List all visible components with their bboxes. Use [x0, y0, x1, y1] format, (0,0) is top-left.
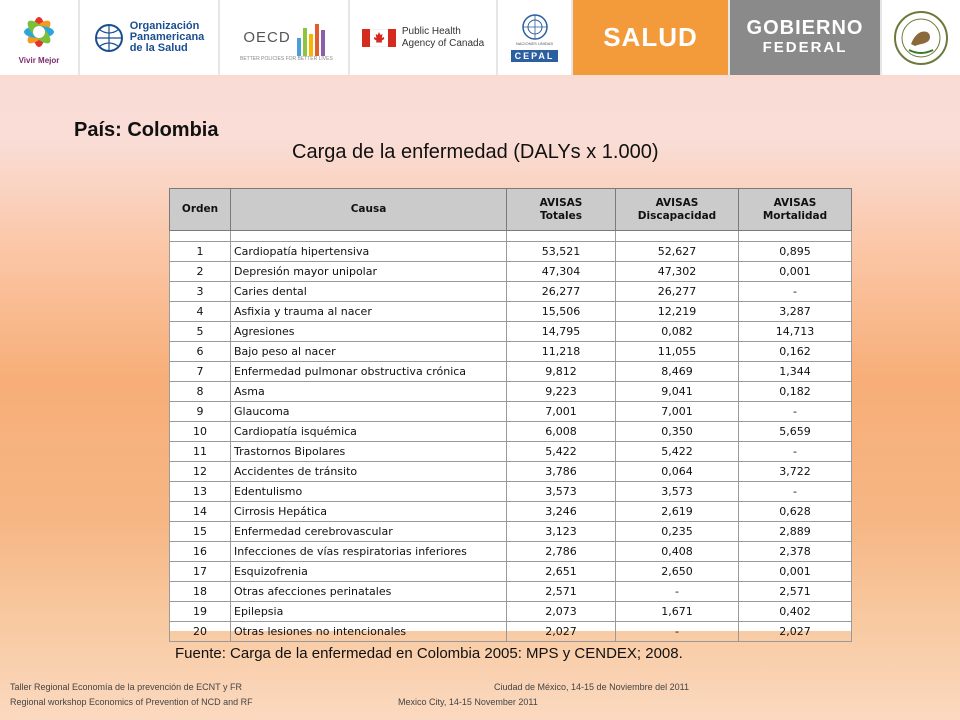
table-row	[170, 522, 852, 542]
cell-totales: 26,277	[507, 282, 616, 302]
cell-orden: 2	[170, 262, 231, 282]
table-row	[170, 382, 852, 402]
cell-mortalidad: 0,001	[739, 562, 852, 582]
table-row	[170, 322, 852, 342]
cell-totales: 53,521	[507, 242, 616, 262]
cell-orden: 10	[170, 422, 231, 442]
logo-bar	[0, 0, 960, 75]
cell-discapacidad: 0,408	[616, 542, 739, 562]
cell-causa: Depresión mayor unipolar	[231, 262, 507, 282]
cell-orden: 8	[170, 382, 231, 402]
cell-mortalidad: 3,722	[739, 462, 852, 482]
cell-totales: 3,786	[507, 462, 616, 482]
header-discapacidad	[616, 189, 739, 231]
header-totales	[507, 189, 616, 231]
cell-mortalidad: 2,889	[739, 522, 852, 542]
phac-name	[402, 26, 484, 50]
cell-totales: 47,304	[507, 262, 616, 282]
cell-causa: Esquizofrenia	[231, 562, 507, 582]
cell-totales: 3,573	[507, 482, 616, 502]
cell-orden: 7	[170, 362, 231, 382]
cell-discapacidad: 9,041	[616, 382, 739, 402]
cell-discapacidad: 2,650	[616, 562, 739, 582]
cepal-label: CEPAL	[511, 50, 559, 62]
disease-burden-table	[169, 188, 851, 638]
cell-discapacidad: -	[616, 622, 739, 642]
cell-causa: Asfixia y trauma al nacer	[231, 302, 507, 322]
cell-orden: 1	[170, 242, 231, 262]
cell-orden: 15	[170, 522, 231, 542]
cell-totales: 2,571	[507, 582, 616, 602]
cell-discapacidad: 3,573	[616, 482, 739, 502]
oecd-label: OECD	[243, 29, 291, 46]
cell-orden: 9	[170, 402, 231, 422]
cell-discapacidad: 0,350	[616, 422, 739, 442]
cell-mortalidad: 14,713	[739, 322, 852, 342]
cepal-logo	[498, 0, 573, 75]
phac-logo	[350, 0, 498, 75]
flower-icon	[17, 10, 61, 54]
cell-orden: 5	[170, 322, 231, 342]
cell-orden: 16	[170, 542, 231, 562]
cell-discapacidad: 2,619	[616, 502, 739, 522]
cell-orden: 6	[170, 342, 231, 362]
cell-totales: 3,246	[507, 502, 616, 522]
cell-totales: 14,795	[507, 322, 616, 342]
cell-mortalidad: 0,162	[739, 342, 852, 362]
oecd-bars-icon	[295, 20, 325, 56]
ops-line-1: Organización	[129, 20, 200, 32]
header-mortalidad-line-1: AVISAS	[773, 196, 817, 209]
vivir-mejor-logo	[0, 0, 80, 75]
cell-orden: 20	[170, 622, 231, 642]
table-row	[170, 562, 852, 582]
table-row	[170, 622, 852, 642]
cell-discapacidad: 5,422	[616, 442, 739, 462]
cell-causa: Cirrosis Hepática	[231, 502, 507, 522]
cell-causa: Agresiones	[231, 322, 507, 342]
salud-label: SALUD	[603, 22, 698, 52]
ops-logo	[80, 0, 220, 75]
cell-causa: Enfermedad cerebrovascular	[231, 522, 507, 542]
cell-discapacidad: 47,302	[616, 262, 739, 282]
cell-totales: 2,651	[507, 562, 616, 582]
oecd-tagline: BETTER POLICIES FOR BETTER LIVES	[240, 56, 333, 62]
table-header-row	[170, 189, 852, 231]
cell-totales: 3,123	[507, 522, 616, 542]
cell-causa: Trastornos Bipolares	[231, 442, 507, 462]
table-row	[170, 242, 852, 262]
cell-totales: 6,008	[507, 422, 616, 442]
gobierno-federal-label	[747, 18, 864, 58]
cell-orden: 19	[170, 602, 231, 622]
header-totales-line-1: AVISAS	[539, 196, 583, 209]
cell-orden: 4	[170, 302, 231, 322]
cell-mortalidad: 1,344	[739, 362, 852, 382]
cell-totales: 2,027	[507, 622, 616, 642]
header-discapacidad-line-1: AVISAS	[655, 196, 699, 209]
cell-causa: Enfermedad pulmonar obstructiva crónica	[231, 362, 507, 382]
cell-discapacidad: 7,001	[616, 402, 739, 422]
table-row	[170, 582, 852, 602]
cell-discapacidad: 0,082	[616, 322, 739, 342]
cell-mortalidad: 3,287	[739, 302, 852, 322]
cell-mortalidad: -	[739, 282, 852, 302]
cell-mortalidad: -	[739, 442, 852, 462]
vivir-mejor-label: Vivir Mejor	[18, 56, 60, 65]
ops-line-2: Panamericana	[129, 31, 205, 43]
table-spacer-row	[170, 231, 852, 242]
cell-discapacidad: 12,219	[616, 302, 739, 322]
cell-causa: Cardiopatía hipertensiva	[231, 242, 507, 262]
cell-mortalidad: 0,402	[739, 602, 852, 622]
header-causa: Causa	[231, 189, 507, 231]
cell-mortalidad: 2,571	[739, 582, 852, 602]
globe-icon	[94, 23, 124, 53]
cell-totales: 2,073	[507, 602, 616, 622]
table-row	[170, 282, 852, 302]
cell-totales: 15,506	[507, 302, 616, 322]
table-row	[170, 262, 852, 282]
cell-mortalidad: 0,001	[739, 262, 852, 282]
table-row	[170, 482, 852, 502]
cell-causa: Epilepsia	[231, 602, 507, 622]
table-row	[170, 422, 852, 442]
cell-discapacidad: 0,064	[616, 462, 739, 482]
cell-totales: 5,422	[507, 442, 616, 462]
cell-mortalidad: 0,182	[739, 382, 852, 402]
un-emblem-icon	[521, 13, 549, 41]
table-row	[170, 602, 852, 622]
cell-discapacidad: 11,055	[616, 342, 739, 362]
header-mortalidad	[739, 189, 852, 231]
header-mortalidad-line-2: Mortalidad	[762, 209, 828, 222]
table-title: Carga de la enfermedad (DALYs x 1.000)	[292, 141, 659, 163]
cell-causa: Otras lesiones no intencionales	[231, 622, 507, 642]
header-totales-line-2: Totales	[539, 209, 583, 222]
cell-mortalidad: 0,895	[739, 242, 852, 262]
footer-date-en: Mexico City, 14-15 November 2011	[398, 697, 538, 707]
oecd-logo	[220, 0, 350, 75]
gobierno-federal-logo	[730, 0, 882, 75]
ops-name	[130, 21, 205, 54]
cell-causa: Edentulismo	[231, 482, 507, 502]
data-table	[169, 188, 852, 642]
salud-logo	[573, 0, 730, 75]
cell-orden: 17	[170, 562, 231, 582]
cepal-un-label: NACIONES UNIDAS	[515, 41, 554, 46]
cell-totales: 7,001	[507, 402, 616, 422]
cell-mortalidad: 5,659	[739, 422, 852, 442]
mexico-seal-logo	[882, 0, 960, 75]
cell-orden: 14	[170, 502, 231, 522]
cell-mortalidad: 0,628	[739, 502, 852, 522]
header-discapacidad-line-2: Discapacidad	[637, 209, 717, 222]
cell-discapacidad: 52,627	[616, 242, 739, 262]
cell-totales: 2,786	[507, 542, 616, 562]
cell-mortalidad: 2,378	[739, 542, 852, 562]
table-row	[170, 542, 852, 562]
table-row	[170, 362, 852, 382]
cell-discapacidad: 8,469	[616, 362, 739, 382]
cell-causa: Asma	[231, 382, 507, 402]
table-row	[170, 502, 852, 522]
phac-line-1: Public Health	[401, 25, 461, 37]
table-row	[170, 402, 852, 422]
ops-line-3: de la Salud	[129, 42, 188, 54]
cell-totales: 9,812	[507, 362, 616, 382]
canada-flag-icon	[362, 29, 396, 47]
cell-mortalidad: -	[739, 482, 852, 502]
cell-discapacidad: -	[616, 582, 739, 602]
gobierno-line-1: GOBIERNO	[746, 16, 864, 39]
cell-mortalidad: -	[739, 402, 852, 422]
cell-causa: Caries dental	[231, 282, 507, 302]
cell-orden: 11	[170, 442, 231, 462]
header-orden: Orden	[170, 189, 231, 231]
cell-causa: Infecciones de vías respiratorias inferiores	[231, 542, 507, 562]
table-row	[170, 342, 852, 362]
cell-causa: Cardiopatía isquémica	[231, 422, 507, 442]
cell-orden: 3	[170, 282, 231, 302]
cell-causa: Otras afecciones perinatales	[231, 582, 507, 602]
footer-workshop-es: Taller Regional Economía de la prevención de ECNT y FR	[10, 682, 242, 692]
source-note: Fuente: Carga de la enfermedad en Colombia 2005: MPS y CENDEX; 2008.	[175, 645, 683, 662]
gobierno-line-2: FEDERAL	[762, 38, 848, 56]
phac-line-2: Agency of Canada	[401, 37, 485, 49]
cell-totales: 11,218	[507, 342, 616, 362]
cell-orden: 12	[170, 462, 231, 482]
cell-causa: Bajo peso al nacer	[231, 342, 507, 362]
footer-date-es: Ciudad de México, 14-15 de Noviembre del 2011	[494, 682, 689, 692]
cell-orden: 18	[170, 582, 231, 602]
country-title: País: Colombia	[74, 119, 219, 141]
table-row	[170, 302, 852, 322]
table-row	[170, 442, 852, 462]
cell-causa: Glaucoma	[231, 402, 507, 422]
cell-discapacidad: 1,671	[616, 602, 739, 622]
cell-discapacidad: 0,235	[616, 522, 739, 542]
cell-totales: 9,223	[507, 382, 616, 402]
cell-causa: Accidentes de tránsito	[231, 462, 507, 482]
cell-discapacidad: 26,277	[616, 282, 739, 302]
table-row	[170, 462, 852, 482]
footer-workshop-en: Regional workshop Economics of Prevention of NCD and RF	[10, 697, 253, 707]
cell-mortalidad: 2,027	[739, 622, 852, 642]
cell-orden: 13	[170, 482, 231, 502]
mexico-eagle-seal-icon	[893, 10, 949, 66]
